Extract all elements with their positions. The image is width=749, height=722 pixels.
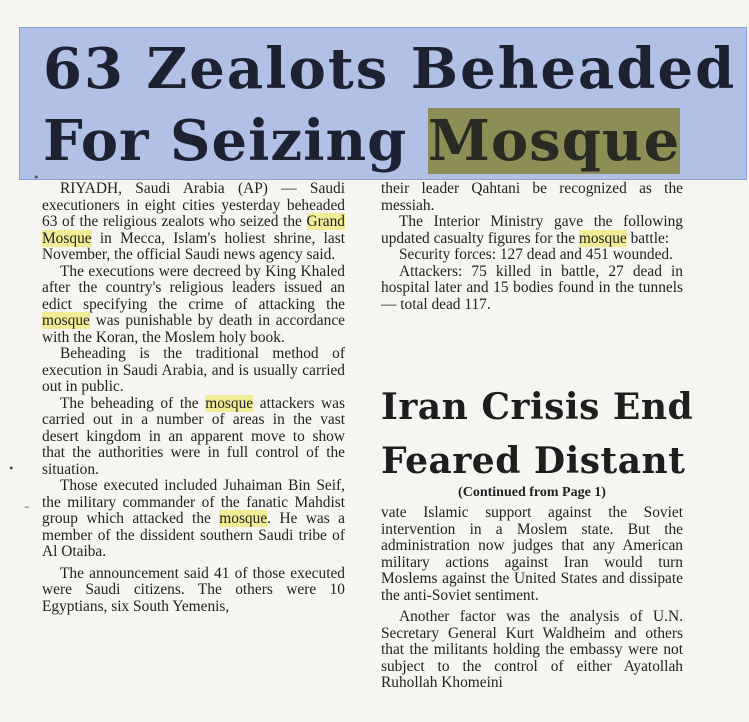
continued-from-note: (Continued from Page 1)	[458, 485, 606, 500]
text-run: Those executed included Juhaiman Bin Seif, the military commander of the fanatic Mahdist group which attacked the	[42, 477, 345, 527]
search-highlight: mosque	[578, 229, 627, 247]
text-run: The Interior Ministry gave the following updated casualty figures for the	[381, 213, 683, 247]
headline-line-1: 63 Zealots Beheaded	[43, 36, 737, 102]
article-column-left	[42, 181, 345, 615]
paragraph	[381, 214, 683, 247]
text-run: RIYADH, Saudi Arabia (AP) — Saudi executioners in eight cities yesterday beheaded 63 of the religious zealots who seized the	[42, 180, 345, 230]
headline-line-2	[43, 108, 681, 174]
headline-highlighted-word: Mosque	[427, 108, 681, 174]
scan-speck: –	[24, 500, 30, 513]
text-run: in Mecca, Islam's holiest shrine, last November, the official Saudi news agency said.	[42, 229, 345, 263]
subheadline-line-2: Feared Distant	[381, 440, 686, 482]
text-run: battle:	[626, 229, 670, 247]
headline-line-2-prefix: For Seizing	[43, 108, 428, 174]
search-highlight: mosque	[219, 510, 268, 527]
paragraph	[42, 264, 345, 347]
paragraph	[42, 478, 345, 561]
paragraph-continuation: vate Islamic support against the Soviet intervention in a Moslem state. But the administration now judges that any American military actions against Iran would turn Moslems against the United States and dissipate the anti-Soviet sentiment.	[381, 504, 683, 604]
paragraph-continuation: their leader Qahtani be recognized as the messiah.	[381, 180, 683, 214]
paragraph: Attackers: 75 killed in battle, 27 dead in hospital later and 15 bodies found in the tunnels — total dead 117.	[381, 262, 683, 313]
text-run: The beheading of the	[60, 394, 206, 412]
scan-speck: •	[33, 171, 40, 184]
text-run: The executions were decreed by King Khaled after the country's religious leaders issued an edict specifying the crime of attacking the	[42, 262, 345, 313]
paragraph: Beheading is the traditional method of execution in Saudi Arabia, and is usually carried out in public.	[42, 345, 345, 395]
search-highlight: mosque	[205, 394, 254, 412]
article-column-right	[381, 181, 683, 313]
scan-speck: •	[8, 462, 15, 475]
search-highlight: Grand	[306, 213, 345, 230]
text-run: . He was a member of the dissident southern Saudi tribe of Al Otaiba.	[42, 510, 345, 560]
search-highlight: mosque	[42, 312, 90, 329]
search-highlight: Mosque	[42, 229, 92, 247]
paragraph: Security forces: 127 dead and 451 wounded.	[399, 246, 673, 263]
headline-selection-overlay	[19, 27, 747, 180]
paragraph-dateline	[42, 181, 345, 264]
article-column-right-lower	[381, 505, 683, 692]
paragraph: The announcement said 41 of those executed were Saudi citizens. The others were 10 Egyptians, six South Yemenis,	[42, 564, 345, 615]
paragraph: Another factor was the analysis of U.N. Secretary General Kurt Waldheim and others that the militants holding the embassy were not subject to the control of either Ayatollah Ruhollah Khomeini	[381, 608, 683, 691]
text-run: was punishable by death in accordance with the Koran, the Moslem holy book.	[42, 312, 345, 346]
subheadline-line-1: Iran Crisis End	[381, 386, 694, 428]
paragraph	[42, 396, 345, 479]
text-run: attackers was carried out in a number of areas in the vast desert kingdom in an apparent move to show that the authorities were in full control of the situation.	[42, 394, 345, 478]
